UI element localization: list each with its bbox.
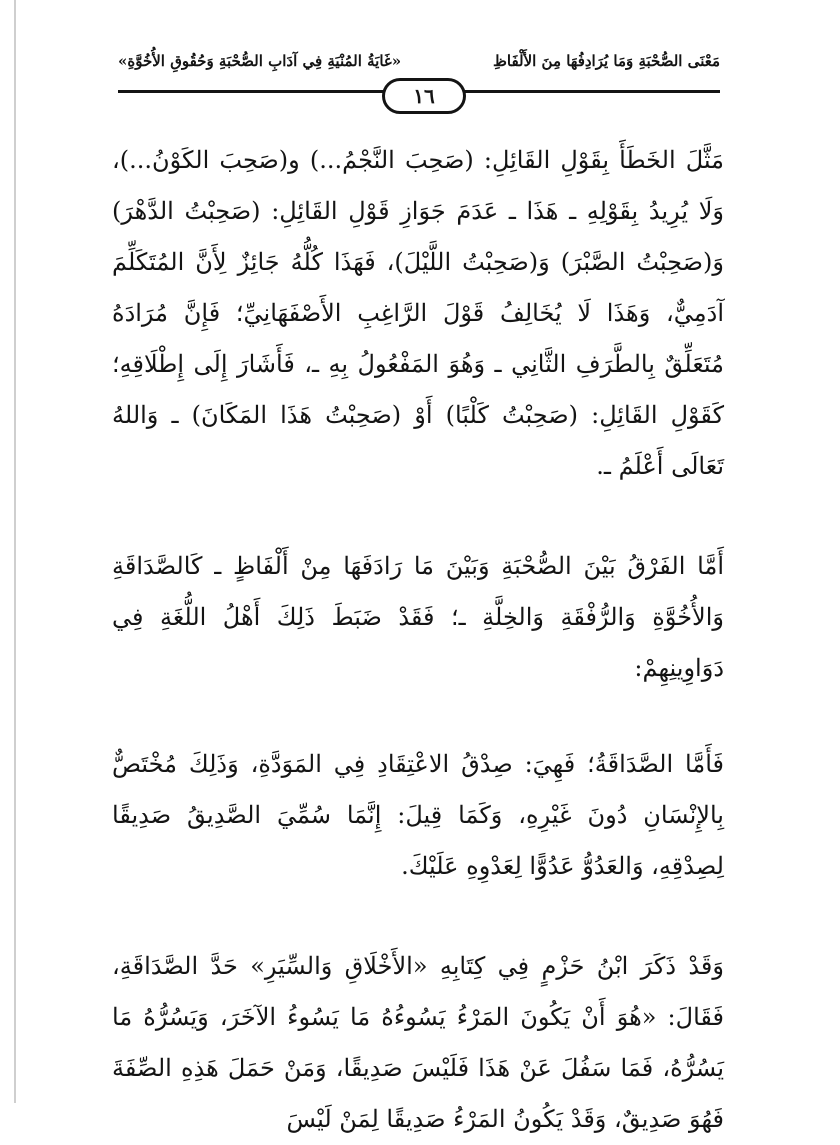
- paragraph: فَأَمَّا الصَّدَاقَةُ؛ فَهِيَ: صِدْقُ الاعْتِقَادِ فِي المَوَدَّةِ، وَذَلِكَ مُخْتَصٌّ بِالإِنْسَانِ دُونَ غَيْرِهِ، وَكَمَا قِيلَ: إِنَّمَا سُمِّيَ الصَّدِيقُ صَدِيقًا لِصِدْقِهِ، وَالعَدُوُّ عَدُوًّا لِعَدْوِهِ عَلَيْكَ.: [112, 750, 724, 880]
- paragraph-spacer: [112, 492, 724, 541]
- paragraph: أَمَّا الفَرْقُ بَيْنَ الصُّحْبَةِ وَبَيْنَ مَا رَادَفَهَا مِنْ أَلْفَاظٍ ـ كَالصَّدَاقَةِ وَالأُخُوَّةِ وَالرُّفْقَةِ وَالخِلَّةِ ـ؛ فَقَدْ ضَبَطَ ذَلِكَ أَهْلُ اللُّغَةِ فِي دَوَاوِينِهِمْ:: [112, 552, 724, 682]
- book-title: «غَايَةُ المُنْيَةِ فِي آدَابِ الصُّحْبَةِ وَحُقُوقِ الأُخُوَّةِ»: [118, 52, 402, 70]
- paragraph: وَقَدْ ذَكَرَ ابْنُ حَزْمٍ فِي كِتَابِهِ «الأَخْلَاقِ وَالسِّيَرِ» حَدَّ الصَّدَاقَةِ، فَقَالَ: «هُوَ أَنْ يَكُونَ المَرْءُ يَسُوءُهُ مَا يَسُوءُ الآخَرَ، وَيَسُرُّهُ مَا يَسُرُّهُ، فَمَا سَفُلَ عَنْ هَذَا فَلَيْسَ صَدِيقًا، وَمَنْ حَمَلَ هَذِهِ الصِّفَةَ فَهُوَ صَدِيقٌ، وَقَدْ يَكُونُ المَرْءُ صَدِيقًا لِمَنْ لَيْسَ: [112, 952, 724, 1133]
- page-number: ١٦: [382, 78, 466, 114]
- chapter-title: مَعْنَى الصُّحْبَةِ وَمَا يُرَادِفُهَا مِنَ الأَلْفَاظِ: [493, 52, 720, 70]
- paragraph: مَثَّلَ الخَطَأَ بِقَوْلِ القَائِلِ: (صَحِبَ النَّجْمُ...) و(صَحِبَ الكَوْنُ...)، وَلَا يُرِيدُ بِقَوْلِهِ ـ هَذَا ـ عَدَمَ جَوَازِ قَوْلِ القَائِلِ: (صَحِبْتُ الدَّهْرَ) وَ(صَحِبْتُ الصَّبْرَ) وَ(صَحِبْتُ اللَّيْلَ)، فَهَذَا كُلُّهُ جَائِزٌ لِأَنَّ المُتَكَلِّمَ آدَمِيٌّ، وَهَذَا لَا يُخَالِفُ قَوْلَ الرَّاغِبِ الأَصْفَهَانِيِّ؛ فَإِنَّ مُرَادَهُ مُتَعَلِّقٌ بِالطَّرَفِ الثَّانِي ـ وَهُوَ المَفْعُولُ بِهِ ـ، فَأَشَارَ إِلَى إِطْلَاقِهِ؛ كَقَوْلِ القَائِلِ: (صَحِبْتُ كَلْبًا) أَوْ (صَحِبْتُ هَذَا المَكَانَ) ـ وَاللهُ تَعَالَى أَعْلَمُ ـ.: [112, 146, 724, 480]
- page-body: [112, 135, 724, 1145]
- paragraph-spacer: [112, 694, 724, 739]
- paragraph-spacer: [112, 892, 724, 941]
- page-edge-line: [14, 0, 16, 1103]
